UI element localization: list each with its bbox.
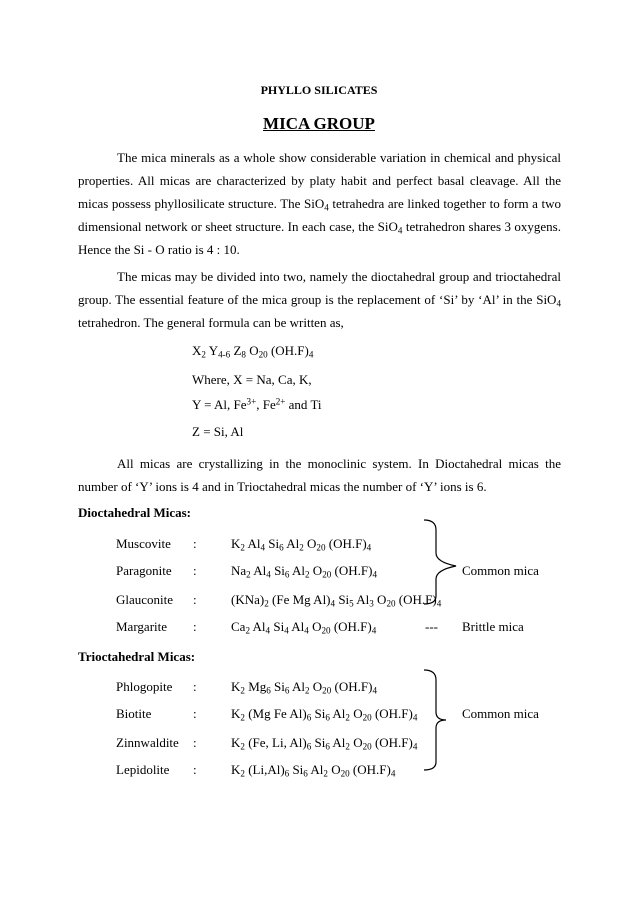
common-mica-label: Common mica (462, 706, 539, 721)
mineral-formula: $Na_2$ $Al_4$ $Si_6$ $Al_2$ $O_{20}$ $(OH.F)_4$ (231, 563, 377, 580)
dash-separator: --- (425, 619, 438, 634)
separator: : (193, 735, 197, 750)
mineral-formula: $K_2$ $Mg_6$ $Si_6$ $Al_2$ $O_{20}$ $(OH.F)_4$ (231, 679, 377, 696)
mineral-formula: $K_2$ $(Li,Al)_6$ $Si_6$ $Al_2$ $O_{20}$ $(OH.F)_4$ (231, 762, 396, 779)
brittle-mica-label: Brittle mica (462, 619, 524, 634)
formula-where-z: Z = Si, Al (192, 424, 244, 439)
trioctahedral-heading: Trioctahedral Micas: (78, 649, 196, 664)
mineral-formula: $K_2$ $Al_4$ $Si_6$ $Al_2$ $O_{20}$ $(OH.F)_4$ (231, 536, 372, 553)
mineral-name: Lepidolite (116, 762, 170, 777)
intro-paragraph: The mica minerals as a whole show considerable variation in chemical and physical properties. All micas are characterized by platy habit and perfect basal cleavage. All the micas possess phyllosilicate structure. The SiO$_4$ tetrahedra are linked together to form a two dimensional network or sheet structure. In each case, the SiO$_4$ tetrahedron shares 3 oxygens. Hence the Si - O ratio is 4 : 10. (78, 150, 561, 257)
formula-where-y: Y = Al, $Fe^{3+}$, $Fe^{2+}$ and Ti (192, 396, 322, 412)
division-paragraph: The micas may be divided into two, namely the dioctahedral group and trioctahedral group. The essential feature of the mica group is the replacement of ‘Si’ by ‘Al’ in the SiO$_4$ tetrahedron. The general formula can be written as, (78, 269, 561, 330)
separator: : (193, 592, 197, 607)
mineral-name: Zinnwaldite (116, 735, 179, 750)
separator: : (193, 563, 197, 578)
crystal-system-paragraph: All micas are crystallizing in the monoclinic system. In Dioctahedral micas the number of ‘Y’ ions is 4 and in Trioctahedral micas the number of ‘Y’ ions is 6. (78, 456, 561, 494)
separator: : (193, 619, 197, 634)
mineral-name: Glauconite (116, 592, 174, 607)
mineral-formula: $K_2$ (Mg Fe $Al)_6$ $Si_6$ $Al_2$ $O_{20}$ $(OH.F)_4$ (231, 706, 418, 723)
common-mica-label: Common mica (462, 563, 539, 578)
mineral-formula: $(KNa)_2$ (Fe Mg $Al)_4$ $Si_5$ $Al_3$ $O_{20}$ $(OH.F)_4$ (231, 592, 442, 609)
formula-where-x: Where, X = Na, Ca, K, (192, 372, 312, 387)
page-heading: PHYLLO SILICATES (260, 83, 378, 97)
trioctahedral-brace (420, 666, 460, 774)
mineral-formula: $Ca_2$ $Al_4$ $Si_4$ $Al_4$ $O_{20}$ $(OH.F)_4$ (231, 619, 377, 636)
mineral-name: Phlogopite (116, 679, 173, 694)
mineral-name: Margarite (116, 619, 168, 634)
mineral-formula: $K_2$ (Fe, Li, $Al)_6$ $Si_6$ $Al_2$ $O_{20}$ $(OH.F)_4$ (231, 735, 418, 752)
mineral-name: Muscovite (116, 536, 171, 551)
separator: : (193, 762, 197, 777)
page-title: MICA GROUP (263, 114, 375, 133)
mineral-name: Paragonite (116, 563, 172, 578)
mineral-name: Biotite (116, 706, 152, 721)
general-formula: $X_2$ $Y_{4-6}$ $Z_8$ $O_{20}$ $(OH.F)_4$ (192, 343, 314, 360)
separator: : (193, 706, 197, 721)
separator: : (193, 679, 197, 694)
separator: : (193, 536, 197, 551)
dioctahedral-brace (420, 516, 460, 606)
dioctahedral-heading: Dioctahedral Micas: (78, 505, 192, 520)
